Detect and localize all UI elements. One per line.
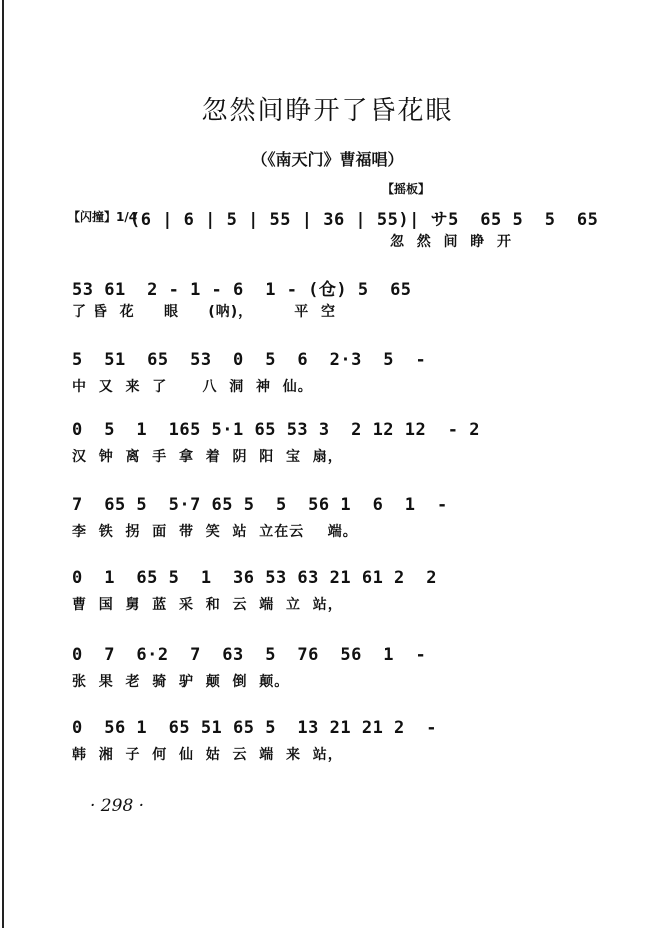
lyrics-line: 曹 国 舅 蓝 采 和 云 端 立 站， [72, 597, 343, 613]
notation-line: 5 51 65 53 0 5 6 2·3 5 - [72, 350, 427, 370]
notation-line: 53 61 2 - 1 - 6 1 - (仓) 5 65 [72, 280, 412, 300]
notation-line: 0 7 6·2 7 63 5 76 56 1 - [72, 645, 427, 665]
score-system [0, 718, 655, 778]
lyrics-line: 张 果 老 骑 驴 颠 倒 颠。 [72, 674, 290, 690]
lyrics-line: 李 铁 拐 面 带 笑 站 立在云 端。 [72, 524, 358, 540]
notation-line: 0 5 1 165 5·1 65 53 3 2 12 12 - 2 [72, 420, 480, 440]
lyrics-line: 韩 湘 子 何 仙 姑 云 端 来 站， [72, 747, 343, 763]
score-system [0, 495, 655, 555]
notation-line: 0 1 65 5 1 36 53 63 21 61 2 2 [72, 568, 437, 588]
lyrics-line: 了 昏 花 眼 (呐)， 平 空 [72, 304, 337, 320]
page-number: · 298 · [90, 796, 145, 816]
subtitle: （《南天门》曹福唱） [251, 150, 404, 169]
score-system [0, 568, 655, 628]
notation-line: (6 | 6 | 5 | 55 | 36 | 55)| サ5 65 5 5 65 [130, 210, 599, 230]
score-system [0, 350, 655, 410]
score-system [0, 205, 655, 265]
meter-intro: 【闪撞】1/4 [68, 210, 138, 224]
notation-line: 0 56 1 65 51 65 5 13 21 21 2 - [72, 718, 437, 738]
score-system [0, 645, 655, 705]
score-system [0, 275, 655, 335]
tempo-marking: 【摇板】 [382, 182, 431, 196]
notation-line: 7 65 5 5·7 65 5 5 56 1 6 1 - [72, 495, 448, 515]
lyrics-line: 忽 然 间 睁 开 [390, 234, 512, 250]
lyrics-line: 汉 钟 离 手 拿 着 阴 阳 宝 扇， [72, 449, 343, 465]
lyrics-line: 中 又 来 了 八 洞 神 仙。 [72, 379, 313, 395]
score-system [0, 420, 655, 480]
page-title: 忽然间睁开了昏花眼 [201, 96, 454, 126]
